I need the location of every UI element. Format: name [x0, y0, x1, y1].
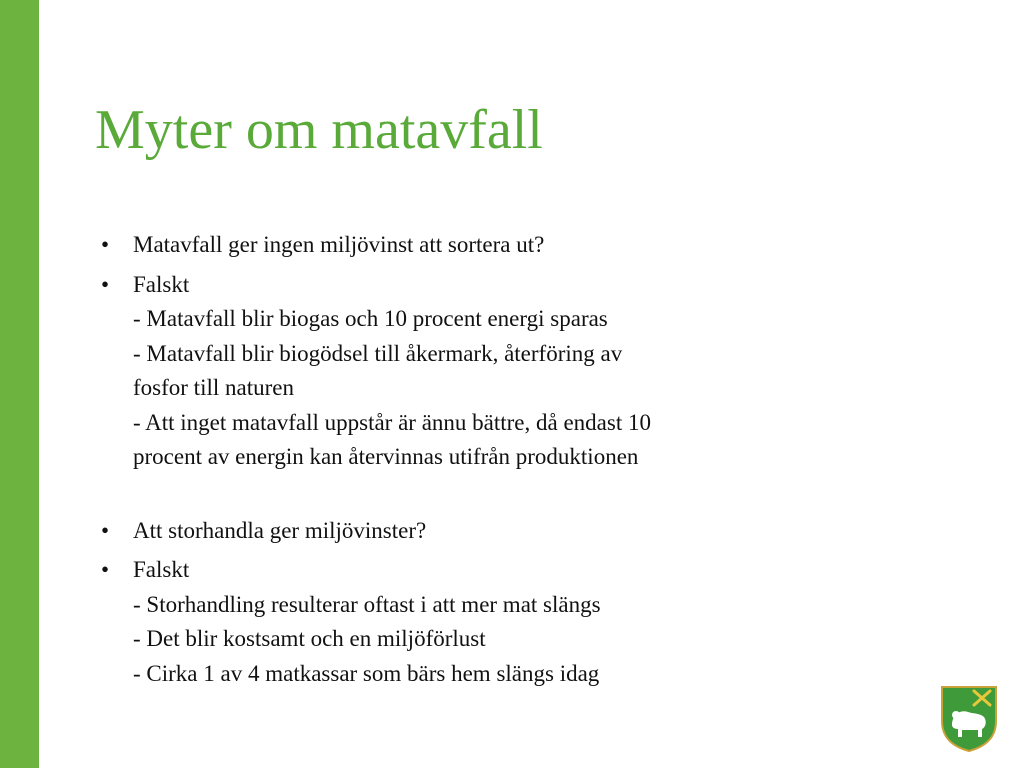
bullet-marker: • [101, 517, 110, 543]
municipal-crest-icon [940, 685, 998, 753]
green-side-bar [0, 0, 39, 768]
bullet-detail-line: - Cirka 1 av 4 matkassar som bärs hem slängs idag [133, 660, 600, 686]
bullet-text: Falskt [133, 557, 190, 582]
bullet-item [95, 514, 815, 549]
bullet-item [95, 553, 815, 691]
bullet-detail-line: - Det blir kostsamt och en miljöförlust [133, 626, 486, 651]
bullet-text: Att storhandla ger miljövinster? [133, 517, 427, 543]
bullet-marker: • [101, 232, 110, 257]
bullet-detail-line: fosfor till naturen [133, 375, 294, 400]
bullet-marker: • [101, 271, 110, 297]
bullet-detail-line: procent av energin kan återvinnas utifrån produktionen [133, 444, 639, 469]
bullet-text: Matavfall ger ingen miljövinst att sortera ut? [133, 232, 545, 257]
bullet-detail-line: - Matavfall blir biogödsel till åkermark, återföring av [133, 340, 623, 366]
bullet-item [95, 268, 815, 475]
slide-title: Myter om matavfall [95, 99, 543, 161]
bullet-detail-line: - Matavfall blir biogas och 10 procent energi sparas [133, 306, 608, 331]
bullet-detail-line: - Storhandling resulterar oftast i att mer mat slängs [133, 591, 601, 617]
bullet-item [95, 228, 815, 263]
bullet-list [95, 228, 815, 696]
bullet-detail-line: - Att inget matavfall uppstår är ännu bättre, då endast 10 [133, 409, 651, 435]
bullet-text: Falskt [133, 271, 190, 297]
bullet-marker: • [101, 557, 110, 582]
